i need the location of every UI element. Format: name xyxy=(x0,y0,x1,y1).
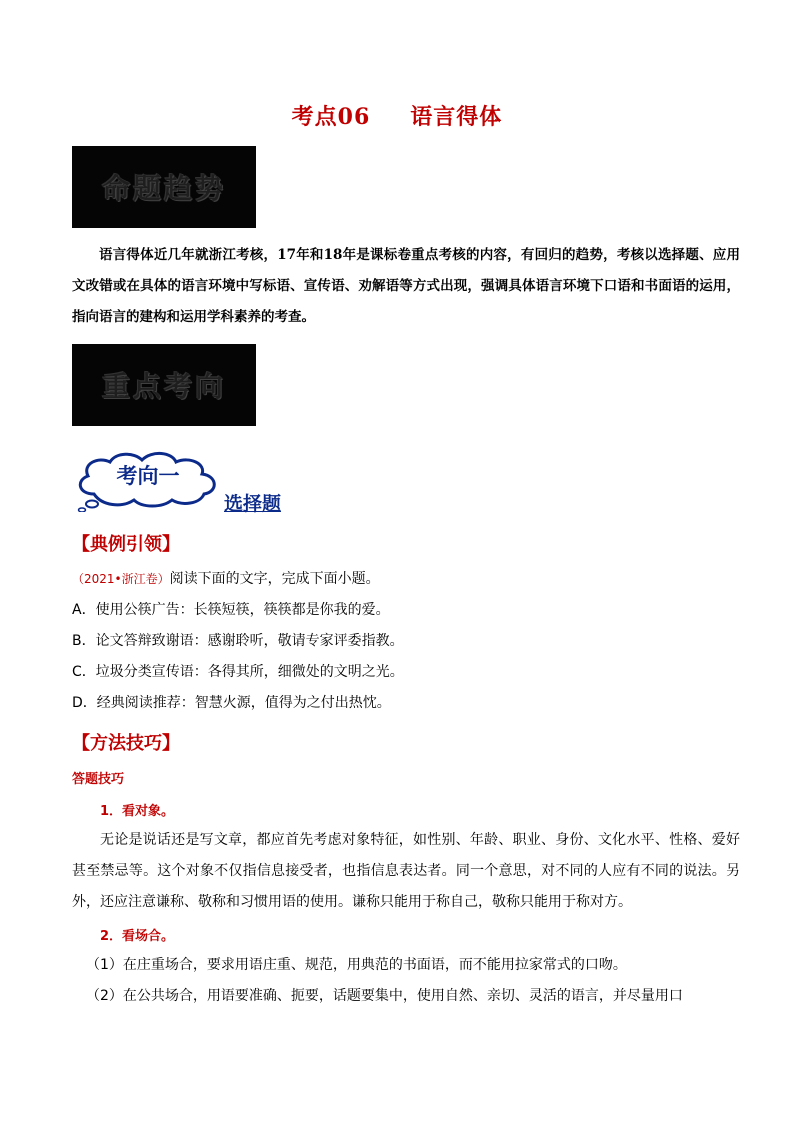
title-prefix: 考点06 xyxy=(291,104,371,130)
title-main: 语言得体 xyxy=(410,104,503,130)
method-subheading: 答题技巧 xyxy=(72,772,125,787)
option-a: A．使用公筷广告：长筷短筷，筷筷都是你我的爱。 xyxy=(72,602,390,618)
point1-text: 无论是说话还是写文章，都应首先考虑对象特征，如性别、年龄、职业、身份、文化水平、性格、爱好甚至禁忌等。这个对象不仅指信息接受者，也指信息表达者。同一个意思，对不同的人应有不同的说法。另外，还应注意谦称、敬称和习惯用语的使用。谦称只能用于称自己，敬称只能用于称对方。 xyxy=(72,832,740,910)
option-b: B．论文答辩致谢语：感谢聆听，敬请专家评委指教。 xyxy=(72,633,404,649)
option-c: C．垃圾分类宣传语：各得其所，细微处的文明之光。 xyxy=(72,664,404,680)
direction-title-link[interactable]: 选择题 xyxy=(224,493,282,515)
focus-banner xyxy=(72,344,256,426)
page-title xyxy=(0,100,794,131)
intro-paragraph: 语言得体近几年就浙江考核，17年和18年是课标卷重点考核的内容，有回归的趋势，考核以选择题、应用文改错或在具体的语言环境中写标语、宣传语、劝解语等方式出现，强调具体语言环境下口语和书面语的运用，指向语言的建构和运用学科素养的考查。 xyxy=(72,247,740,325)
point2-title: 2．看场合。 xyxy=(100,929,175,944)
option-d: D．经典阅读推荐：智慧火源，值得为之付出热忱。 xyxy=(72,695,391,711)
example-question xyxy=(72,569,752,589)
direction-badge: 考向一 xyxy=(116,463,180,488)
trend-banner xyxy=(72,146,256,228)
question-source: （2021•浙江卷） xyxy=(72,572,170,586)
method-heading: 【方法技巧】 xyxy=(72,733,180,754)
point1-title: 1．看对象。 xyxy=(100,804,175,819)
point2-item2: （2）在公共场合，用语要准确、扼要，话题要集中，使用自然、亲切、灵活的语言，并尽量用口 xyxy=(86,988,683,1004)
question-prompt: 阅读下面的文字，完成下面小题。 xyxy=(169,571,380,587)
example-heading: 【典例引领】 xyxy=(72,534,180,555)
focus-banner-label: 重点考向 xyxy=(101,370,226,403)
point2-item1: （1）在庄重场合，要求用语庄重、规范，用典范的书面语，而不能用拉家常式的口吻。 xyxy=(86,957,627,973)
trend-banner-label: 命题趋势 xyxy=(101,172,226,205)
